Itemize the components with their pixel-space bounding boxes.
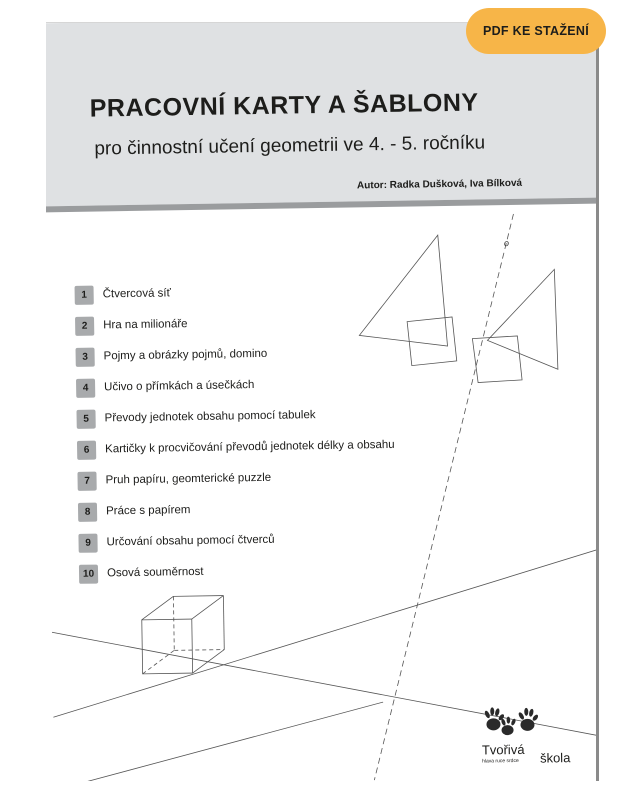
point-label: o bbox=[503, 238, 510, 249]
toc-label: Hra na milionáře bbox=[103, 318, 188, 332]
geometry-illustration bbox=[46, 22, 599, 781]
symmetry-axis bbox=[365, 214, 522, 780]
toc-number: 6 bbox=[77, 440, 96, 459]
tvoriva-skola-logo bbox=[481, 703, 578, 769]
right-triangle bbox=[486, 269, 558, 370]
page-title: PRACOVNÍ KARTY A ŠABLONY bbox=[89, 88, 479, 123]
toc-item bbox=[77, 468, 271, 491]
toc-number: 2 bbox=[75, 316, 94, 335]
toc-item bbox=[76, 375, 254, 398]
toc-item bbox=[76, 405, 315, 429]
hands-logo-icon bbox=[481, 704, 542, 741]
logo-word-tvoriva: Tvořivá bbox=[481, 741, 525, 758]
toc-number: 1 bbox=[75, 285, 94, 304]
toc-number: 5 bbox=[76, 409, 95, 428]
author-line: Autor: Radka Dušková, Iva Bílková bbox=[356, 177, 523, 192]
document-page bbox=[46, 22, 599, 781]
page-content bbox=[46, 22, 599, 781]
right-square bbox=[472, 336, 522, 383]
toc-item bbox=[75, 283, 172, 305]
toc-item bbox=[75, 314, 188, 336]
toc-label: Učivo o přímkách a úsečkách bbox=[104, 379, 255, 394]
page-subtitle: pro činnostní učení geometrii ve 4. - 5. ročníku bbox=[94, 132, 486, 160]
toc-label: Osová souměrnost bbox=[106, 565, 204, 580]
toc-number: 3 bbox=[75, 347, 94, 366]
toc-item bbox=[78, 530, 274, 553]
toc-number: 9 bbox=[78, 533, 97, 552]
left-square bbox=[407, 317, 457, 366]
toc-label: Pojmy a obrázky pojmů, domino bbox=[103, 347, 268, 363]
toc-number: 7 bbox=[77, 471, 96, 490]
toc-item bbox=[79, 562, 204, 584]
logo-tagline: hlava ruce srdce bbox=[482, 757, 519, 765]
toc-label: Pruh papíru, geomterické puzzle bbox=[105, 471, 272, 487]
toc-number: 4 bbox=[76, 378, 95, 397]
toc-label: Určování obsahu pomocí čtverců bbox=[106, 533, 275, 549]
pdf-download-button[interactable]: PDF KE STAŽENÍ bbox=[466, 8, 606, 54]
left-triangle bbox=[358, 235, 448, 347]
toc-label: Čtvercová síť bbox=[102, 287, 171, 301]
logo-word-skola: škola bbox=[539, 750, 571, 766]
line-c bbox=[73, 702, 384, 781]
toc-label: Práce s papírem bbox=[105, 504, 191, 518]
cube-front bbox=[142, 619, 193, 674]
toc-number: 10 bbox=[79, 564, 98, 583]
toc-number: 8 bbox=[78, 502, 97, 521]
toc-item bbox=[75, 344, 267, 367]
toc-label: Kartičky k procvičování převodů jednotek délky a obsahu bbox=[105, 438, 395, 456]
toc-item bbox=[78, 500, 191, 522]
toc-label: Převody jednotek obsahu pomocí tabulek bbox=[104, 409, 316, 425]
